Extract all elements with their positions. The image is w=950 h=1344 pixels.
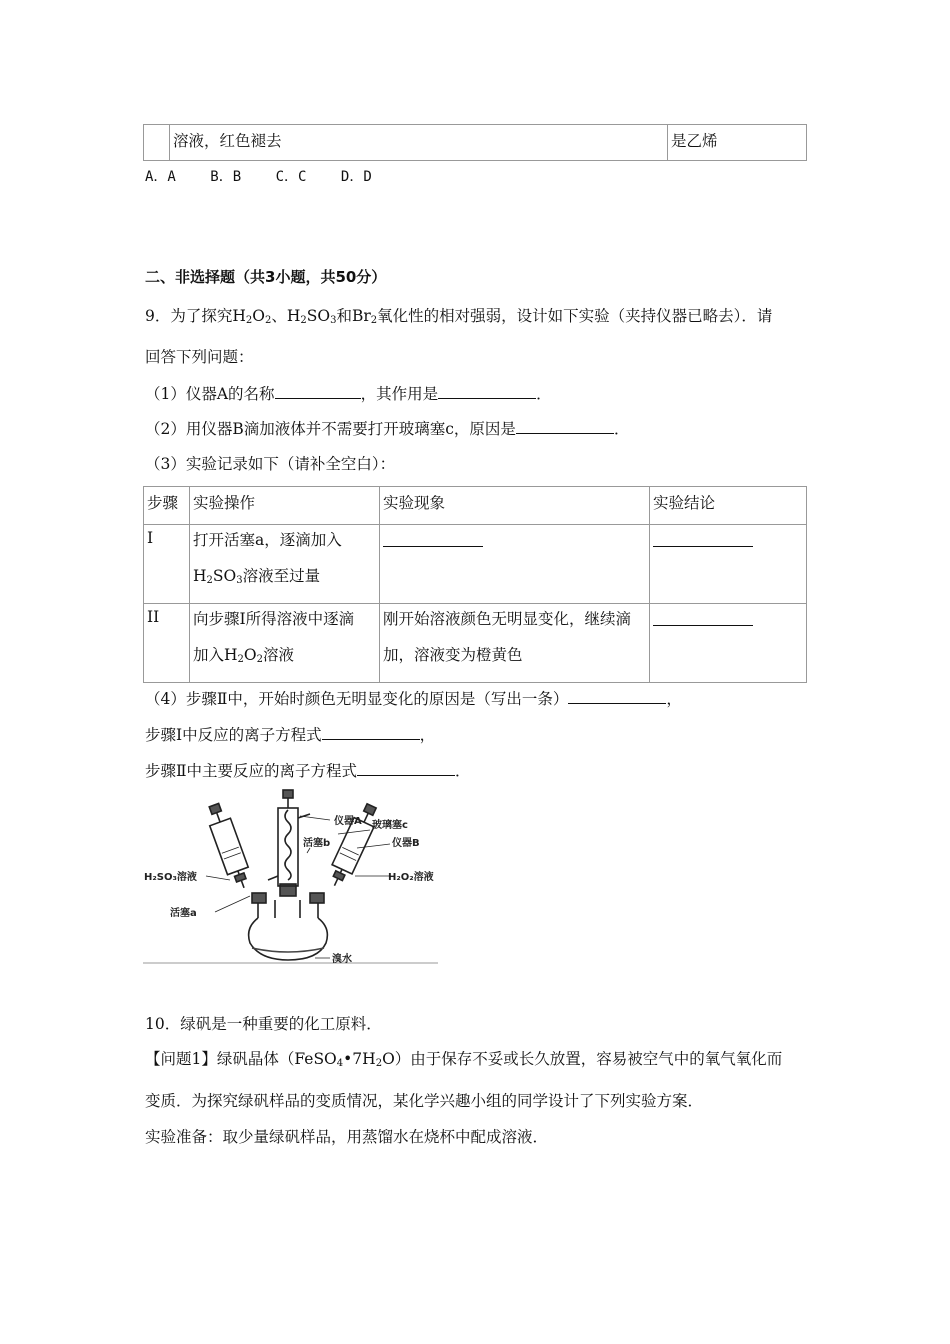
q9-line-1: 9．为了探究$H_2O_2$、$H_2SO_3$和$Br_2$氧化性的相对强弱，设计如下实验（夹持仪器已略去）．请	[145, 307, 773, 326]
header-step: 步骤	[144, 487, 190, 525]
top-table-cell-middle: 溶液，红色褪去	[170, 125, 668, 161]
q9-line-2: 回答下列问题：	[145, 348, 254, 366]
left-funnel	[210, 818, 248, 874]
q9-part-2: （2）用仪器B滴加液体并不需要打开玻璃塞c，原因是 ．	[145, 420, 630, 438]
q9-part-3: （3）实验记录如下（请补全空白）：	[145, 455, 396, 473]
top-table-cell-right: 是乙烯	[668, 125, 807, 161]
answer-blank[interactable]	[357, 760, 455, 776]
experiment-table	[143, 486, 807, 683]
answer-choices	[145, 166, 372, 186]
row1-step: I	[144, 525, 190, 604]
label-instrument-b: 仪器B	[392, 838, 420, 849]
q9-part-4-line-2: 步骤Ⅰ中反应的离子方程式 ，	[145, 726, 436, 744]
stopper-right	[310, 893, 324, 903]
header-phenomenon: 实验现象	[380, 487, 650, 525]
label-h2so3-solution: H₂SO₃溶液	[144, 872, 197, 883]
label-instrument-a: 仪器A	[334, 816, 362, 827]
label-valve-b: 活塞b	[303, 838, 331, 849]
row2-phenomenon: 刚开始溶液颜色无明显变化，继续滴 加，溶液变为橙黄色	[380, 604, 650, 683]
row2-step: II	[144, 604, 190, 683]
answer-blank[interactable]	[438, 383, 536, 399]
label-bromine-water: 溴水	[332, 954, 352, 965]
q9-part-4-line-3: 步骤Ⅱ中主要反应的离子方程式 ．	[145, 762, 471, 780]
answer-blank[interactable]	[322, 724, 420, 740]
top-table-cell-empty	[144, 125, 170, 161]
choice-b: B．B	[210, 169, 242, 185]
q10-line-4: 实验准备：取少量绿矾样品，用蒸馏水在烧杯中配成溶液．	[145, 1128, 549, 1146]
label-glass-stopper-c: 玻璃塞c	[372, 820, 408, 831]
choice-a: A．A	[145, 169, 176, 185]
answer-blank[interactable]	[653, 531, 753, 547]
label-h2o2-solution: H₂O₂溶液	[388, 872, 434, 883]
header-conclusion: 实验结论	[650, 487, 807, 525]
label-valve-a: 活塞a	[170, 908, 197, 919]
choice-d: D．D	[340, 169, 372, 185]
answer-blank[interactable]	[275, 383, 361, 399]
row1-conclusion	[650, 525, 807, 604]
apparatus-figure	[140, 788, 440, 966]
section-title: 二、非选择题（共3小题，共50分）	[145, 268, 387, 286]
answer-blank[interactable]	[568, 688, 666, 704]
row2-operation: 向步骤Ⅰ所得溶液中逐滴 加入$H_2O_2$溶液	[190, 604, 380, 683]
row1-phenomenon	[380, 525, 650, 604]
q10-line-2: 【问题1】绿矾晶体$(FeSO_4•7H_2O)$由于保存不妥或长久放置，容易被空气中的氧气氧化而	[145, 1050, 783, 1069]
q10-line-1: 10．绿矾是一种重要的化工原料．	[145, 1015, 382, 1033]
top-table-fragment	[143, 124, 807, 161]
q9-part-4: （4）步骤Ⅱ中，开始时颜色无明显变化的原因是（写出一条） ，	[145, 690, 682, 708]
choice-c: C．C	[275, 169, 307, 185]
header-operation: 实验操作	[190, 487, 380, 525]
flask-body	[249, 918, 328, 960]
q9-part-1: （1）仪器A的名称 ，其作用是 ．	[145, 385, 552, 403]
stopper-left	[252, 893, 266, 903]
row2-conclusion	[650, 604, 807, 683]
row1-operation: 打开活塞a，逐滴加入 $H_2SO_3$溶液至过量	[190, 525, 380, 604]
condenser-coil	[285, 810, 291, 880]
q10-line-3: 变质．为探究绿矾样品的变质情况，某化学兴趣小组的同学设计了下列实验方案．	[145, 1092, 704, 1110]
answer-blank[interactable]	[383, 531, 483, 547]
answer-blank[interactable]	[653, 610, 753, 626]
answer-blank[interactable]	[516, 418, 614, 434]
